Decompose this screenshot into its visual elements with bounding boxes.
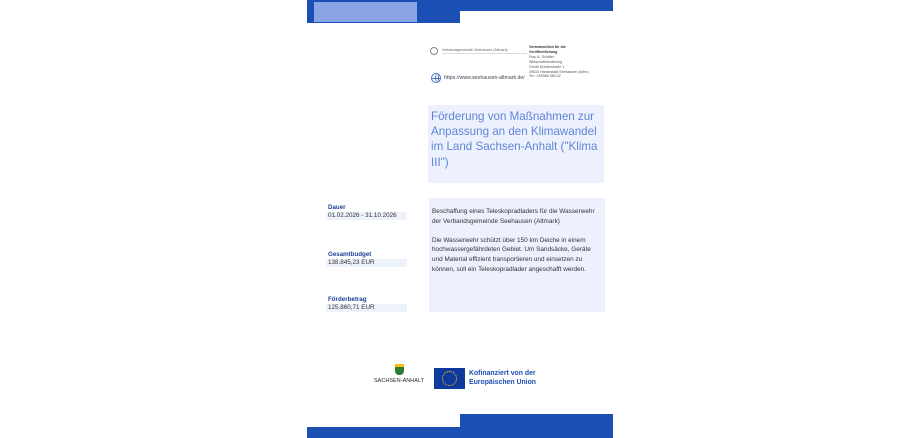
eu-text-line1: Kofinanziert von der [469, 370, 536, 377]
description-paragraph: Die Wasserwehr schützt über 150 km Deiche in einem hochwassergefährdeten Gebiet. Um Sandsäcke, Geräte und Material effizient transportieren und einsetzen zu können, soll ein Teleskopradlader angeschafft werden. [432, 236, 591, 273]
responsible-person: Frau A. Schäfer [529, 54, 554, 59]
bottom-bar [307, 427, 613, 438]
duration-label: Dauer [328, 204, 346, 211]
website-link[interactable]: https://www.seehausen-altmark.de/ [444, 75, 525, 81]
sender-row [430, 46, 527, 55]
eu-stars-icon [442, 371, 457, 386]
description-paragraph: Beschaffung eines Teleskopradladers für die Wasserwehr der Verbandsgemeinde Seehausen (Altmark) [432, 208, 595, 225]
website-row[interactable] [431, 73, 525, 83]
project-description [429, 198, 605, 312]
sender-name: Verbandsgemeinde Seehausen (Altmark) [442, 48, 527, 54]
total-budget-label: Gesamtbudget [328, 251, 372, 258]
eu-text-line2: Europäischen Union [469, 379, 536, 386]
document-page [307, 0, 613, 438]
eu-cofunding-text [469, 369, 536, 387]
copyright-icon [430, 47, 438, 55]
state-logo-text: SACHSEN-ANHALT [373, 378, 425, 384]
total-budget-value: 138.845,23 EUR [326, 259, 407, 267]
funding-amount-label: Förderbetrag [328, 296, 367, 303]
title-panel [428, 105, 604, 183]
globe-icon [431, 73, 441, 83]
header-logo-placeholder [314, 2, 417, 22]
eu-flag-icon [434, 368, 465, 389]
coat-of-arms-icon [395, 364, 404, 375]
responsible-title: Verantwortlich für die Veröffentlichung [529, 45, 566, 54]
responsible-city: 39615 Hansestadt Seehausen (Altm.) [529, 69, 589, 74]
funding-amount-value: 125.860,71 EUR [326, 304, 407, 312]
responsible-street: Große Brüderstraße 1 [529, 64, 565, 69]
header-tab [307, 0, 460, 23]
page-title: Förderung von Maßnahmen zur Anpassung an den Klimawandel im Land Sachsen-Anhalt ("Klima III") [431, 110, 598, 169]
responsible-contact [529, 45, 595, 79]
responsible-phone: Tel.: 039386 380-32 [529, 74, 561, 79]
responsible-department: Wirtschaftsförderung [529, 59, 563, 64]
duration-value: 01.02.2026 - 31.10.2026 [326, 212, 407, 220]
sachsen-anhalt-logo [373, 364, 425, 384]
